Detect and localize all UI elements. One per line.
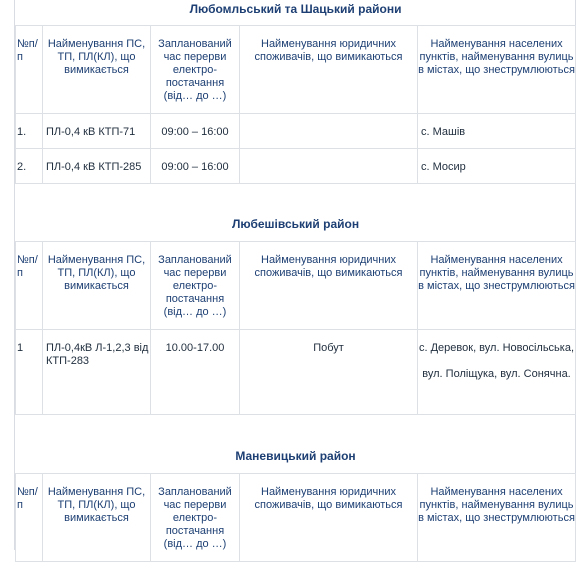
outage-table: [15, 0, 576, 562]
row-consumers: Побут: [240, 329, 418, 414]
header-line: Найменування ПС, ТП, ПЛ(КЛ), що вимикається: [43, 25, 151, 113]
header-consumers: Найменування юридичних споживачів, що вимикаються: [240, 25, 418, 113]
header-line: Найменування ПС, ТП, ПЛ(КЛ), що вимикається: [43, 473, 151, 561]
table-row: [16, 113, 576, 148]
header-time: Запланований час перерви електро-постачання (від… до …): [151, 473, 240, 561]
table-row: [16, 329, 576, 414]
row-places: [418, 329, 576, 414]
table-header-row: [16, 25, 576, 113]
header-number: №п/п: [16, 241, 43, 329]
section-title: Маневицький район: [16, 414, 576, 473]
header-places: Найменування населених пунктів, найменування вулиць в містах, що знеструмлюються: [418, 473, 576, 561]
row-consumers: [240, 113, 418, 148]
row-consumers: [240, 148, 418, 183]
table-header-row: [16, 241, 576, 329]
outage-schedule: [14, 0, 576, 550]
header-consumers: Найменування юридичних споживачів, що вимикаються: [240, 473, 418, 561]
place-line: вул. Поліщука, вул. Сонячна.: [422, 367, 571, 380]
row-line: ПЛ-0,4 кВ КТП-285: [43, 148, 151, 183]
row-time: 09:00 – 16:00: [151, 113, 240, 148]
row-time: 09:00 – 16:00: [151, 148, 240, 183]
header-number: №п/п: [16, 25, 43, 113]
table-header-row: [16, 473, 576, 561]
section-title: Любомльський та Шацький райони: [16, 0, 576, 25]
header-time: Запланований час перерви електро-постачання (від… до …): [151, 25, 240, 113]
row-number: 1.: [16, 113, 43, 148]
header-places: Найменування населених пунктів, найменування вулиць в містах, що знеструмлюються: [418, 241, 576, 329]
header-consumers: Найменування юридичних споживачів, що вимикаються: [240, 241, 418, 329]
table-row: [16, 148, 576, 183]
row-number: 1: [16, 329, 43, 414]
row-number: 2.: [16, 148, 43, 183]
section-title: Любешівський район: [16, 183, 576, 241]
row-line: ПЛ-0,4кВ Л-1,2,3 від КТП-283: [43, 329, 151, 414]
row-places: с. Мосир: [418, 148, 576, 183]
header-number: №п/п: [16, 473, 43, 561]
header-time: Запланований час перерви електро-постачання (від… до …): [151, 241, 240, 329]
place-line: с. Деревок, вул. Новосільська,: [419, 341, 575, 354]
row-places: с. Машів: [418, 113, 576, 148]
header-places: Найменування населених пунктів, найменування вулиць в містах, що знеструмлюються: [418, 25, 576, 113]
row-time: 10.00-17.00: [151, 329, 240, 414]
header-line: Найменування ПС, ТП, ПЛ(КЛ), що вимикається: [43, 241, 151, 329]
row-line: ПЛ-0,4 кВ КТП-71: [43, 113, 151, 148]
